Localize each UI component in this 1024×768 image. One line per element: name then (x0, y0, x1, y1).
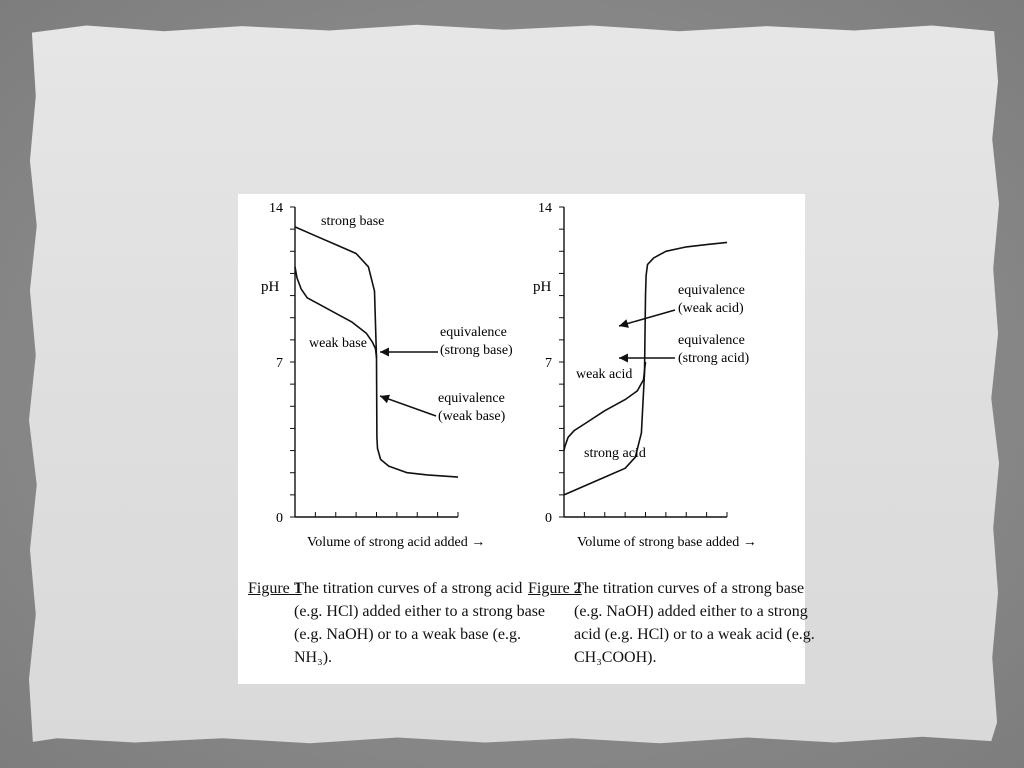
chart-figure-1 (261, 194, 558, 550)
figure-2-label: Figure 2 (528, 580, 582, 597)
caption-line: acid (e.g. HCl) or to a weak acid (e.g. (574, 626, 815, 643)
annotation-text: (strong acid) (678, 351, 750, 366)
caption-line: NH₃). (294, 649, 333, 666)
y-tick-label: 7 (545, 356, 552, 371)
figure-1-label: Figure 1 (248, 580, 302, 597)
chart-figure-2 (533, 194, 827, 550)
y-tick-label: 14 (538, 201, 552, 216)
annotation-text: (weak acid) (678, 301, 744, 316)
series-label: weak acid (576, 367, 633, 382)
annotation-text: equivalence (678, 283, 745, 298)
annotation-text: (strong base) (440, 343, 513, 358)
annotation-text: equivalence (440, 325, 507, 340)
series-label: weak base (309, 336, 367, 351)
annotation-arrowhead (619, 354, 628, 363)
series-label: strong base (321, 214, 385, 229)
series-label: strong acid (584, 446, 646, 461)
caption-line: (e.g. NaOH) or to a weak base (e.g. (294, 626, 522, 643)
annotation-arrowhead (619, 319, 629, 328)
y-axis-label: pH (261, 279, 280, 295)
y-tick-label: 0 (276, 511, 283, 526)
y-tick-label: 0 (545, 511, 552, 526)
annotation-arrowhead (380, 348, 389, 357)
caption-line: CH₃COOH). (574, 649, 657, 666)
annotation-text: equivalence (678, 333, 745, 348)
figure-panel (238, 194, 815, 684)
caption-line: The titration curves of a strong acid (294, 580, 523, 597)
x-axis-label: Volume of strong base added → (577, 535, 757, 550)
y-tick-label: 14 (269, 201, 283, 216)
annotation-text: equivalence (438, 391, 505, 406)
x-axis-label: Volume of strong acid added → (307, 535, 486, 550)
caption-line: (e.g. HCl) added either to a strong base (294, 603, 546, 620)
caption-line: (e.g. NaOH) added either to a strong (574, 603, 808, 620)
y-tick-label: 7 (276, 356, 283, 371)
annotation-text: (weak base) (438, 409, 506, 424)
caption-line: The titration curves of a strong base (574, 580, 805, 597)
y-axis-label: pH (533, 279, 552, 295)
